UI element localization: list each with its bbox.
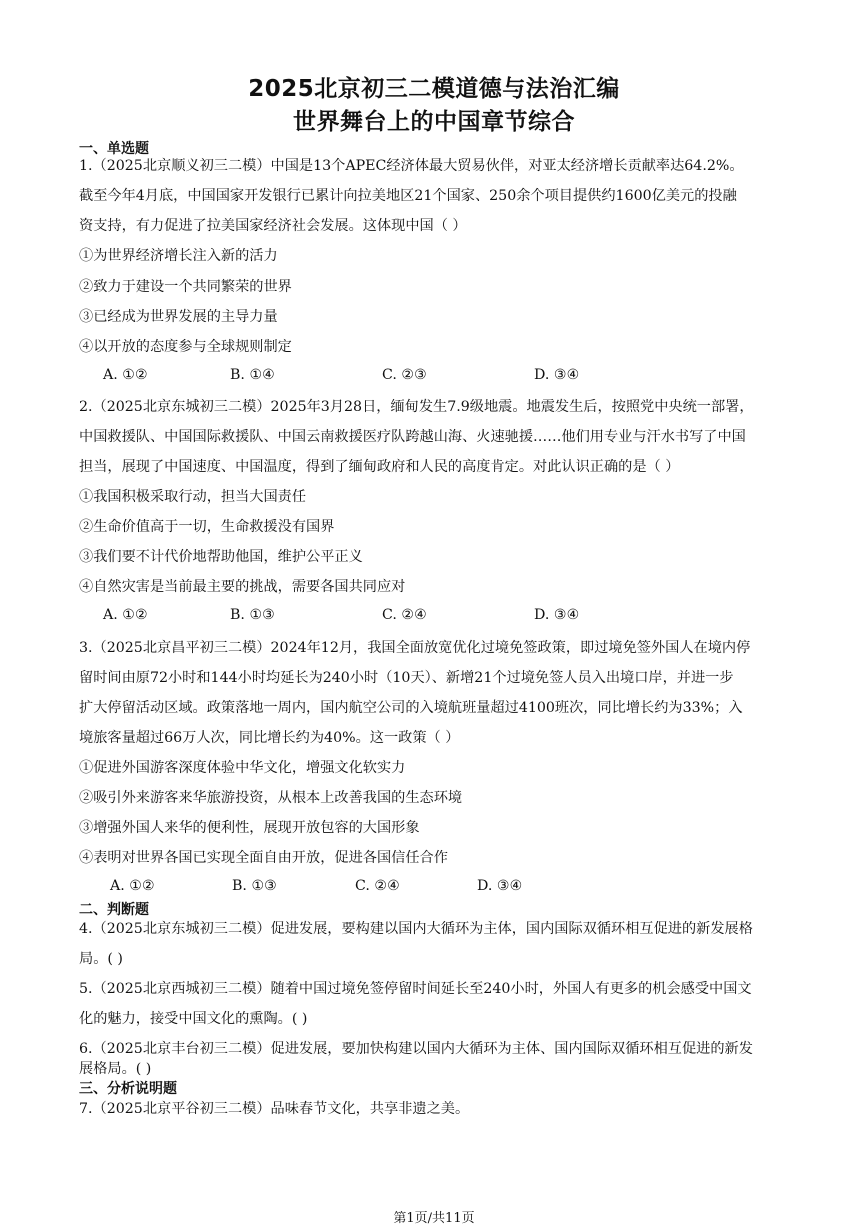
q1-option-b: B. ①④ [230, 367, 275, 383]
q3-stem-line: 3.（2025北京昌平初三二模）2024年12月，我国全面放宽优化过境免签政策，即过境免签外国人在境内停 [79, 640, 751, 656]
section-heading-analysis: 三、分析说明题 [79, 1081, 177, 1097]
q1-statement: ①为世界经济增长注入新的活力 [79, 248, 278, 264]
q5-stem-line: 5.（2025北京西城初三二模）随着中国过境免签停留时间延长至240小时，外国人有更多的机会感受中国文 [79, 981, 752, 997]
q3-statement: ④表明对世界各国已实现全面自由开放，促进各国信任合作 [79, 850, 448, 866]
q2-stem-line: 担当，展现了中国速度、中国温度，得到了缅甸政府和人民的高度肯定。对此认识正确的是（ ） [79, 459, 680, 475]
q2-stem-line: 中国救援队、中国国际救援队、中国云南救援医疗队跨越山海、火速驰援……他们用专业与汗水书写了中国 [79, 429, 746, 445]
q1-option-c: C. ②③ [382, 367, 427, 383]
q7-stem-line: 7.（2025北京平谷初三二模）品味春节文化，共享非遗之美。 [79, 1101, 470, 1117]
q2-statement: ①我国积极采取行动，担当大国责任 [79, 489, 307, 505]
q2-stem-line: 2.（2025北京东城初三二模）2025年3月28日，缅甸发生7.9级地震。地震发生后，按照党中央统一部署， [79, 399, 754, 415]
q1-statement: ②致力于建设一个共同繁荣的世界 [79, 279, 292, 295]
q3-stem-line: 留时间由原72小时和144小时均延长为240小时（10天）、新增21个过境免签人员入出境口岸，并进一步 [79, 670, 734, 686]
q6-stem-line: 6.（2025北京丰台初三二模）促进发展，要加快构建以国内大循环为主体、国内国际双循环相互促进的新发 [79, 1041, 753, 1057]
q2-statement: ②生命价值高于一切，生命救援没有国界 [79, 519, 335, 535]
q1-stem-line: 截至今年4月底，中国国家开发银行已累计向拉美地区21个国家、250余个项目提供约1600亿美元的投融 [79, 188, 737, 204]
q3-statement: ②吸引外来游客来华旅游投资，从根本上改善我国的生态环境 [79, 790, 463, 806]
q5-stem-line: 化的魅力，接受中国文化的熏陶。( ) [79, 1011, 308, 1027]
section-heading-single-choice: 一、单选题 [79, 141, 149, 157]
q6-stem-line: 展格局。( ) [79, 1061, 152, 1077]
q2-statement: ③我们要不计代价地帮助他国，维护公平正义 [79, 549, 363, 565]
q1-option-d: D. ③④ [534, 367, 580, 383]
document-title-line2: 世界舞台上的中国章节综合 [293, 109, 575, 135]
q2-option-b: B. ①③ [230, 607, 275, 623]
q3-statement: ③增强外国人来华的便利性，展现开放包容的大国形象 [79, 820, 420, 836]
q3-stem-line: 境旅客量超过66万人次，同比增长约为40%。这一政策（ ） [79, 730, 460, 746]
q4-stem-line: 局。( ) [79, 951, 123, 967]
q2-statement: ④自然灾害是当前最主要的挑战，需要各国共同应对 [79, 579, 406, 595]
document-title-line1: 2025北京初三二模道德与法治汇编 [248, 76, 620, 102]
q2-option-d: D. ③④ [534, 607, 580, 623]
q4-stem-line: 4.（2025北京东城初三二模）促进发展，要构建以国内大循环为主体，国内国际双循环相互促进的新发展格 [79, 921, 753, 937]
q1-statement: ④以开放的态度参与全球规则制定 [79, 339, 292, 355]
q1-statement: ③已经成为世界发展的主导力量 [79, 309, 278, 325]
q2-option-c: C. ②④ [382, 607, 427, 623]
q1-option-a: A. ①② [103, 367, 148, 383]
q3-option-c: C. ②④ [355, 878, 400, 894]
q1-stem-line: 1.（2025北京顺义初三二模）中国是13个APEC经济体最大贸易伙伴，对亚太经济增长贡献率达64.2%。 [79, 158, 744, 174]
page-number-footer: 第1页/共11页 [393, 1211, 475, 1226]
q3-statement: ①促进外国游客深度体验中华文化，增强文化软实力 [79, 760, 406, 776]
section-heading-true-false: 二、判断题 [79, 902, 149, 918]
q2-option-a: A. ①② [103, 607, 148, 623]
q3-option-b: B. ①③ [232, 878, 277, 894]
q3-stem-line: 扩大停留活动区域。政策落地一周内，国内航空公司的入境航班量超过4100班次，同比增长约为33%；入 [79, 700, 743, 716]
q3-option-d: D. ③④ [477, 878, 523, 894]
q1-stem-line: 资支持，有力促进了拉美国家经济社会发展。这体现中国（ ） [79, 218, 467, 234]
q3-option-a: A. ①② [110, 878, 155, 894]
